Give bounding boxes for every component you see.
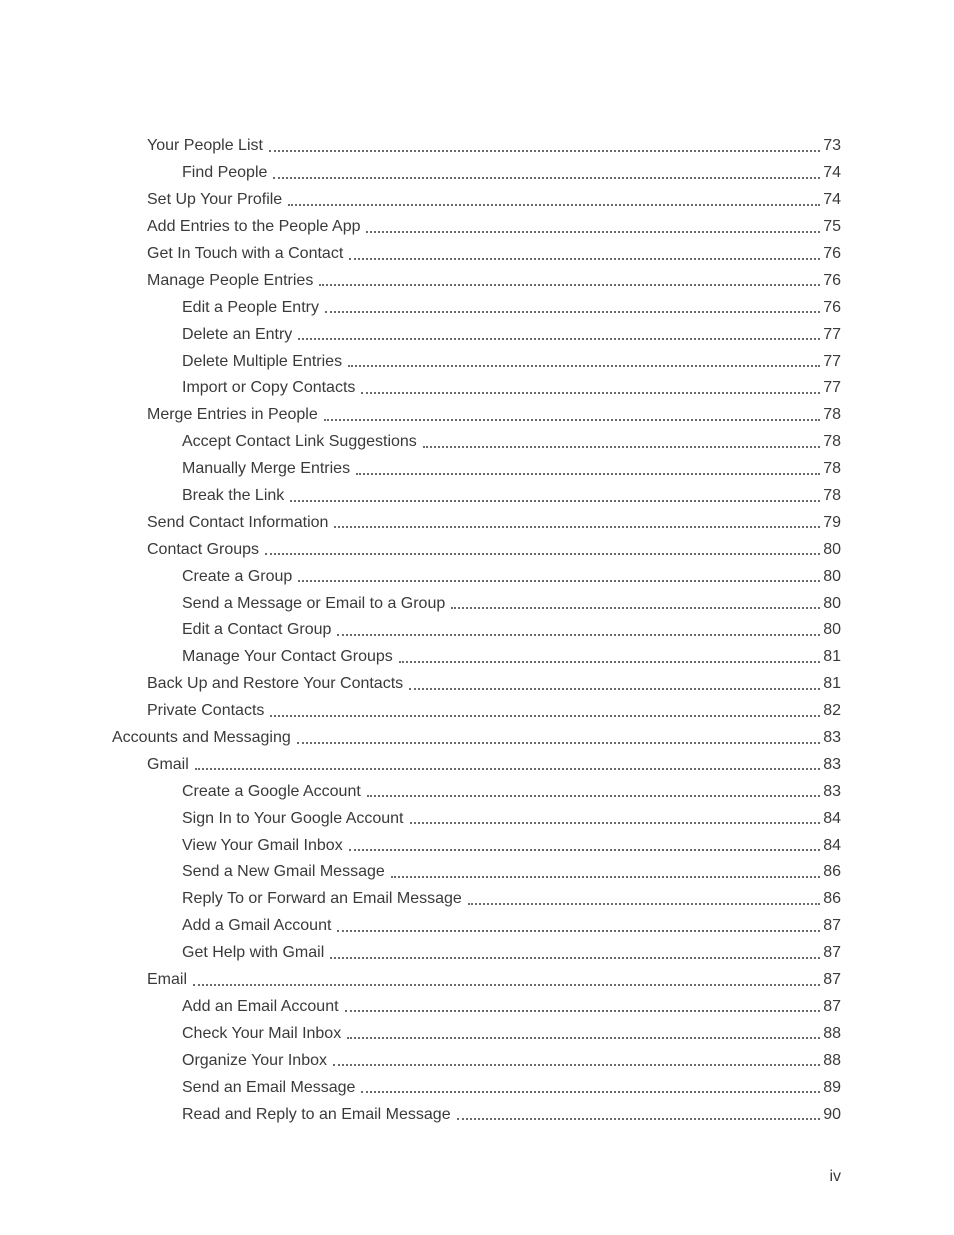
toc-entry-title[interactable]: Private Contacts bbox=[147, 702, 265, 720]
dot-leader bbox=[265, 553, 820, 555]
toc-entry[interactable] bbox=[0, 698, 954, 725]
dot-leader bbox=[324, 419, 820, 421]
toc-entry-title[interactable]: Read and Reply to an Email Message bbox=[182, 1105, 451, 1123]
toc-entry[interactable] bbox=[0, 778, 954, 805]
toc-entry-title[interactable]: Email bbox=[147, 971, 188, 989]
toc-entry[interactable] bbox=[0, 832, 954, 859]
toc-entry-page-number[interactable]: 80 bbox=[823, 594, 841, 612]
toc-entry-page-number[interactable]: 83 bbox=[823, 729, 841, 747]
toc-entry-title[interactable]: Reply To or Forward an Email Message bbox=[182, 890, 462, 908]
toc-entry[interactable] bbox=[0, 1020, 954, 1047]
dot-leader bbox=[349, 258, 820, 260]
toc-entry[interactable] bbox=[0, 725, 954, 752]
dot-leader bbox=[297, 742, 820, 744]
toc-entry-title[interactable]: Send Contact Information bbox=[147, 513, 329, 531]
dot-leader bbox=[399, 661, 820, 663]
toc-entry-page-number[interactable]: 79 bbox=[823, 513, 841, 531]
dot-leader bbox=[361, 392, 820, 394]
toc-entry-page-number[interactable]: 80 bbox=[823, 540, 841, 558]
dot-leader bbox=[468, 903, 820, 905]
toc-entry-page-number[interactable]: 78 bbox=[823, 460, 841, 478]
toc-entry[interactable] bbox=[0, 214, 954, 241]
toc-entry-title[interactable]: Edit a Contact Group bbox=[182, 621, 332, 639]
dot-leader bbox=[423, 446, 820, 448]
toc-entry-page-number[interactable]: 80 bbox=[823, 567, 841, 585]
toc-entry-title[interactable]: Create a Group bbox=[182, 567, 293, 585]
toc-entry[interactable] bbox=[0, 751, 954, 778]
toc-entry[interactable] bbox=[0, 456, 954, 483]
toc-entry[interactable] bbox=[0, 644, 954, 671]
dot-leader bbox=[290, 500, 820, 502]
toc-entry[interactable] bbox=[0, 133, 954, 160]
toc-entry-title[interactable]: Accounts and Messaging bbox=[112, 729, 291, 747]
toc-entry-page-number[interactable]: 89 bbox=[823, 1078, 841, 1096]
toc-entry-page-number[interactable]: 81 bbox=[823, 648, 841, 666]
toc-entry-page-number[interactable]: 84 bbox=[823, 809, 841, 827]
toc-entry-page-number[interactable]: 86 bbox=[823, 863, 841, 881]
dot-leader bbox=[325, 311, 820, 313]
dot-leader bbox=[337, 634, 820, 636]
toc-entry-page-number[interactable]: 76 bbox=[823, 271, 841, 289]
toc-entry-page-number[interactable]: 83 bbox=[823, 755, 841, 773]
toc-entry-title[interactable]: Send a New Gmail Message bbox=[182, 863, 385, 881]
toc-entry-title[interactable]: Organize Your Inbox bbox=[182, 1051, 327, 1069]
toc-entry-page-number[interactable]: 80 bbox=[823, 621, 841, 639]
toc-entry-title[interactable]: Manage People Entries bbox=[147, 271, 314, 289]
toc-entry-title[interactable]: Delete Multiple Entries bbox=[182, 352, 343, 370]
toc-entry-title[interactable]: Sign In to Your Google Account bbox=[182, 809, 404, 827]
dot-leader bbox=[319, 284, 820, 286]
toc-entry-title[interactable]: Get Help with Gmail bbox=[182, 944, 325, 962]
toc-entry[interactable] bbox=[0, 536, 954, 563]
toc-entry[interactable] bbox=[0, 671, 954, 698]
toc-entry-page-number[interactable]: 87 bbox=[823, 971, 841, 989]
toc-entry-page-number[interactable]: 78 bbox=[823, 406, 841, 424]
toc-entry-page-number[interactable]: 83 bbox=[823, 782, 841, 800]
dot-leader bbox=[269, 150, 820, 152]
toc-entry-title[interactable]: Send an Email Message bbox=[182, 1078, 356, 1096]
toc-entry[interactable] bbox=[0, 402, 954, 429]
dot-leader bbox=[349, 849, 820, 851]
toc-entry-page-number[interactable]: 75 bbox=[823, 218, 841, 236]
toc-entry-title[interactable]: Accept Contact Link Suggestions bbox=[182, 433, 417, 451]
toc-entry-page-number[interactable]: 77 bbox=[823, 352, 841, 370]
toc-entry-page-number[interactable]: 74 bbox=[823, 164, 841, 182]
toc-entry[interactable] bbox=[0, 590, 954, 617]
dot-leader bbox=[298, 580, 820, 582]
toc-entry[interactable] bbox=[0, 509, 954, 536]
toc-entry-page-number[interactable]: 88 bbox=[823, 1024, 841, 1042]
toc-entry[interactable] bbox=[0, 267, 954, 294]
toc-entry-title[interactable]: Manually Merge Entries bbox=[182, 460, 351, 478]
toc-entry-title[interactable]: Import or Copy Contacts bbox=[182, 379, 356, 397]
dot-leader bbox=[347, 1037, 820, 1039]
toc-entry-title[interactable]: Manage Your Contact Groups bbox=[182, 648, 393, 666]
toc-entry-page-number[interactable]: 87 bbox=[823, 917, 841, 935]
toc-entry[interactable] bbox=[0, 617, 954, 644]
toc-entry-title[interactable]: Break the Link bbox=[182, 487, 285, 505]
toc-entry[interactable] bbox=[0, 1101, 954, 1128]
dot-leader bbox=[337, 930, 820, 932]
toc-entry-page-number[interactable]: 84 bbox=[823, 836, 841, 854]
toc-entry[interactable] bbox=[0, 994, 954, 1021]
toc-entry[interactable] bbox=[0, 483, 954, 510]
toc-entry-title[interactable]: Merge Entries in People bbox=[147, 406, 318, 424]
dot-leader bbox=[273, 177, 820, 179]
toc-entry[interactable] bbox=[0, 321, 954, 348]
toc-entry-title[interactable]: Add an Email Account bbox=[182, 997, 339, 1015]
toc-entry-title[interactable]: Send a Message or Email to a Group bbox=[182, 594, 446, 612]
toc-entry[interactable] bbox=[0, 940, 954, 967]
toc-entry-page-number[interactable]: 82 bbox=[823, 702, 841, 720]
toc-entry-page-number[interactable]: 78 bbox=[823, 433, 841, 451]
toc-entry[interactable] bbox=[0, 375, 954, 402]
toc-entry-title[interactable]: Create a Google Account bbox=[182, 782, 361, 800]
toc-entry[interactable] bbox=[0, 886, 954, 913]
toc-entry-title[interactable]: Gmail bbox=[147, 755, 189, 773]
dot-leader bbox=[409, 688, 820, 690]
dot-leader bbox=[334, 526, 820, 528]
toc-entry-page-number[interactable]: 88 bbox=[823, 1051, 841, 1069]
toc-entry-page-number[interactable]: 74 bbox=[823, 191, 841, 209]
toc-entry-page-number[interactable]: 76 bbox=[823, 245, 841, 262]
toc-entry-title[interactable]: Your People List bbox=[147, 137, 263, 155]
dot-leader bbox=[361, 1091, 820, 1093]
dot-leader bbox=[345, 1010, 820, 1012]
toc-entry-page-number[interactable]: 78 bbox=[823, 487, 841, 505]
page-number: iv bbox=[829, 1168, 841, 1185]
toc-entry[interactable] bbox=[0, 187, 954, 214]
dot-leader bbox=[348, 365, 820, 367]
dot-leader bbox=[367, 795, 820, 797]
dot-leader bbox=[330, 957, 820, 959]
toc-entry-page-number[interactable]: 81 bbox=[823, 675, 841, 693]
toc-entry-title[interactable]: View Your Gmail Inbox bbox=[182, 836, 343, 854]
toc-entry[interactable] bbox=[0, 967, 954, 994]
toc-entry[interactable] bbox=[0, 429, 954, 456]
toc-entry[interactable] bbox=[0, 294, 954, 321]
toc-entry-title[interactable]: Edit a People Entry bbox=[182, 298, 319, 316]
toc-entry[interactable] bbox=[0, 160, 954, 187]
dot-leader bbox=[193, 984, 820, 986]
toc-entry[interactable] bbox=[0, 241, 954, 268]
toc-entry-title[interactable]: Set Up Your Profile bbox=[147, 191, 283, 209]
toc-entry[interactable] bbox=[0, 913, 954, 940]
dot-leader bbox=[298, 338, 820, 340]
table-of-contents bbox=[0, 133, 954, 1128]
toc-entry-title[interactable]: Add Entries to the People App bbox=[147, 218, 361, 236]
toc-entry-page-number[interactable]: 77 bbox=[823, 325, 841, 343]
toc-entry-page-number[interactable]: 77 bbox=[823, 379, 841, 397]
toc-entry-page-number[interactable]: 76 bbox=[823, 298, 841, 316]
dot-leader bbox=[451, 607, 820, 609]
toc-entry-page-number[interactable]: 86 bbox=[823, 890, 841, 908]
toc-entry[interactable] bbox=[0, 859, 954, 886]
toc-entry-title[interactable]: Contact Groups bbox=[147, 540, 260, 558]
toc-entry-page-number[interactable]: 87 bbox=[823, 944, 841, 962]
toc-entry-page-number[interactable]: 90 bbox=[823, 1105, 841, 1123]
toc-entry[interactable] bbox=[0, 805, 954, 832]
dot-leader bbox=[410, 822, 821, 824]
toc-entry[interactable] bbox=[0, 348, 954, 375]
toc-entry-title[interactable]: Check Your Mail Inbox bbox=[182, 1024, 342, 1042]
dot-leader bbox=[391, 876, 820, 878]
toc-entry-title[interactable]: Get In Touch with a Contact bbox=[147, 245, 344, 262]
toc-entry-title[interactable]: Find People bbox=[182, 164, 268, 182]
dot-leader bbox=[457, 1118, 820, 1120]
toc-entry[interactable] bbox=[0, 563, 954, 590]
dot-leader bbox=[366, 231, 820, 233]
toc-entry-title[interactable]: Back Up and Restore Your Contacts bbox=[147, 675, 404, 693]
toc-entry[interactable] bbox=[0, 1074, 954, 1101]
dot-leader bbox=[195, 768, 820, 770]
toc-entry-title[interactable]: Delete an Entry bbox=[182, 325, 293, 343]
toc-entry-page-number[interactable]: 73 bbox=[823, 137, 841, 155]
toc-entry[interactable] bbox=[0, 1047, 954, 1074]
toc-entry-title[interactable]: Add a Gmail Account bbox=[182, 917, 332, 935]
dot-leader bbox=[356, 473, 820, 475]
dot-leader bbox=[270, 715, 820, 717]
dot-leader bbox=[288, 204, 820, 206]
dot-leader bbox=[333, 1064, 820, 1066]
toc-entry-page-number[interactable]: 87 bbox=[823, 997, 841, 1015]
